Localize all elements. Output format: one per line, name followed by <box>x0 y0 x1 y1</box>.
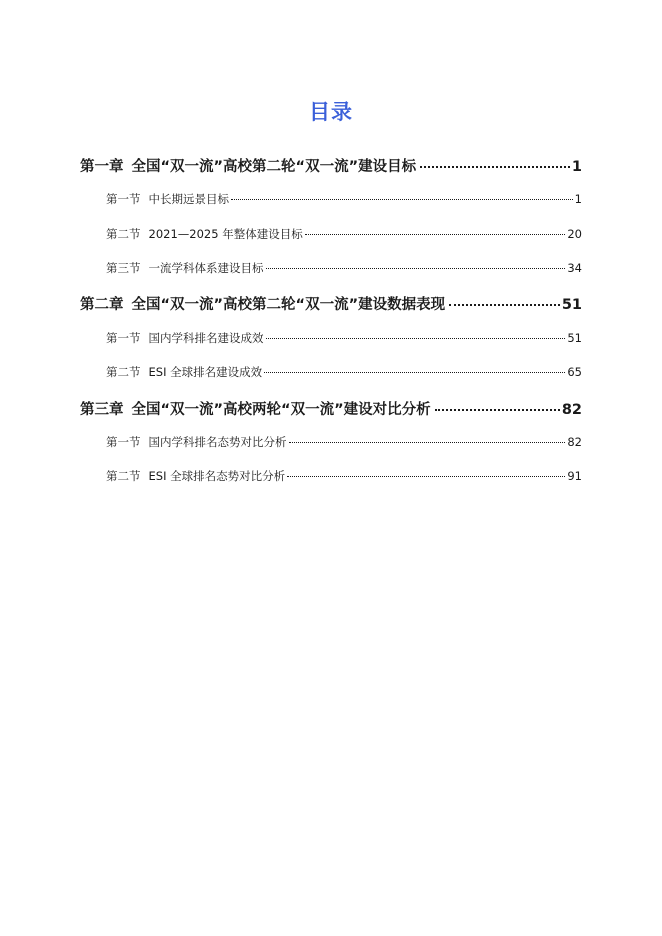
chapter-number: 第三章 <box>80 402 124 418</box>
page-number: 65 <box>567 365 582 379</box>
page-number: 91 <box>567 469 582 483</box>
page-number: 82 <box>561 402 582 418</box>
toc-entry-section-1-3[interactable] <box>106 260 582 276</box>
page-number: 34 <box>567 261 582 275</box>
section-number: 第二节 <box>106 365 141 379</box>
toc-entry-section-2-2[interactable] <box>106 364 582 380</box>
page-number: 1 <box>574 192 582 206</box>
toc-entry-section-1-2[interactable] <box>106 226 582 242</box>
section-title: 一流学科体系建设目标 <box>148 261 264 275</box>
section-title: ESI 全球排名建设成效 <box>148 365 263 379</box>
dot-leader <box>266 268 566 269</box>
toc-entry-section-1-1[interactable] <box>106 191 582 207</box>
section-number: 第三节 <box>106 261 141 275</box>
dot-leader <box>305 234 566 235</box>
dot-leader <box>287 476 565 477</box>
section-title: 国内学科排名建设成效 <box>148 331 264 345</box>
section-title: 中长期远景目标 <box>148 192 229 206</box>
toc-entry-section-3-1[interactable] <box>106 434 582 450</box>
toc-entry-section-3-2[interactable] <box>106 468 582 484</box>
chapter-number: 第一章 <box>80 159 124 175</box>
dot-leader <box>449 304 560 306</box>
section-number: 第一节 <box>106 435 141 449</box>
dot-leader <box>435 409 560 411</box>
dot-leader <box>266 338 566 339</box>
toc-entry-section-2-1[interactable] <box>106 330 582 346</box>
page-number: 1 <box>571 159 582 175</box>
toc-title: 目录 <box>309 100 353 124</box>
page-number: 51 <box>561 297 582 313</box>
section-title: ESI 全球排名态势对比分析 <box>148 469 286 483</box>
section-title: 2021—2025 年整体建设目标 <box>148 227 303 241</box>
chapter-number: 第二章 <box>80 297 124 313</box>
section-number: 第二节 <box>106 227 141 241</box>
toc-entry-chapter-1[interactable] <box>80 155 582 176</box>
section-number: 第二节 <box>106 469 141 483</box>
section-title: 国内学科排名态势对比分析 <box>148 435 287 449</box>
section-number: 第一节 <box>106 192 141 206</box>
chapter-title: 全国“双一流”高校第二轮“双一流”建设数据表现 <box>131 297 446 313</box>
chapter-title: 全国“双一流”高校两轮“双一流”建设对比分析 <box>131 402 431 418</box>
dot-leader <box>420 166 570 168</box>
page-number: 51 <box>567 331 582 345</box>
dot-leader <box>231 199 573 200</box>
dot-leader <box>289 442 566 443</box>
page-number: 82 <box>567 435 582 449</box>
toc-entry-chapter-2[interactable] <box>80 293 582 314</box>
page-number: 20 <box>567 227 582 241</box>
section-number: 第一节 <box>106 331 141 345</box>
chapter-title: 全国“双一流”高校第二轮“双一流”建设目标 <box>131 159 417 175</box>
dot-leader <box>264 372 565 373</box>
toc-entry-chapter-3[interactable] <box>80 398 582 419</box>
